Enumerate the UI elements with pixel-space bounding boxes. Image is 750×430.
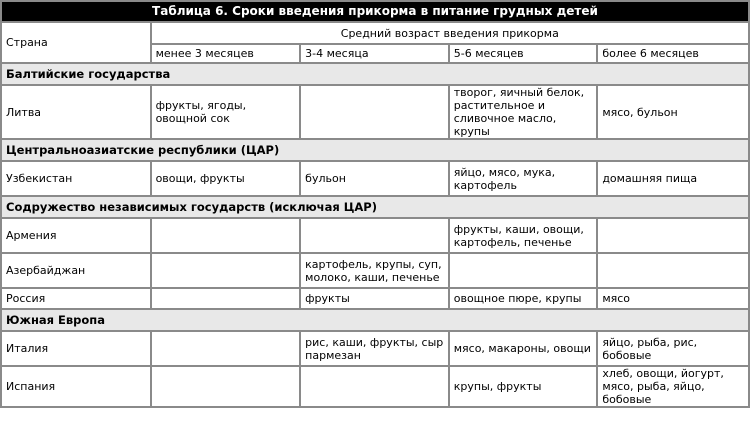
country-cell: Литва <box>2 86 150 138</box>
cell-5-6: овощное пюре, крупы <box>450 289 597 308</box>
cell-lt3: фрукты, ягоды, овощной сок <box>152 86 300 138</box>
header-col-5-6: 5-6 месяцев <box>450 45 597 62</box>
group-baltic: Балтийские государства <box>2 64 748 84</box>
cell-5-6 <box>450 254 597 287</box>
header-country: Страна <box>2 23 150 62</box>
country-cell: Армения <box>2 219 150 252</box>
country-cell: Италия <box>2 332 150 365</box>
cell-3-4: рис, каши, фрукты, сыр пармезан <box>301 332 448 365</box>
country-cell: Узбекистан <box>2 162 150 195</box>
country-cell: Испания <box>2 367 150 406</box>
table-row <box>2 332 748 365</box>
country-cell: Россия <box>2 289 150 308</box>
header-avg-age: Средний возраст введения прикорма <box>152 23 748 43</box>
table-row <box>2 219 748 252</box>
cell-lt3 <box>152 367 300 406</box>
cell-gt6: яйцо, рыба, рис, бобовые <box>598 332 748 365</box>
cell-5-6: мясо, макароны, овощи <box>450 332 597 365</box>
cell-5-6: творог, яичный белок, растительное и сливочное масло, крупы <box>450 86 597 138</box>
country-cell: Азербайджан <box>2 254 150 287</box>
cell-lt3 <box>152 332 300 365</box>
cell-lt3: овощи, фрукты <box>152 162 300 195</box>
cell-gt6: мясо <box>598 289 748 308</box>
cell-gt6: мясо, бульон <box>598 86 748 138</box>
table-row <box>2 162 748 195</box>
table-row <box>2 367 748 406</box>
cell-lt3 <box>152 219 300 252</box>
group-central-asia: Центральноазиатские республики (ЦАР) <box>2 140 748 160</box>
cell-5-6: крупы, фрукты <box>450 367 597 406</box>
cell-3-4 <box>301 219 448 252</box>
cell-5-6: яйцо, мясо, мука, картофель <box>450 162 597 195</box>
cell-gt6: домашняя пища <box>598 162 748 195</box>
group-south-europe: Южная Европа <box>2 310 748 330</box>
header-col-lt3: менее 3 месяцев <box>152 45 300 62</box>
table-row <box>2 254 748 287</box>
cell-3-4: картофель, крупы, суп, молоко, каши, печенье <box>301 254 448 287</box>
table-row <box>2 86 748 138</box>
table-title: Таблица 6. Сроки введения прикорма в питание грудных детей <box>2 2 748 21</box>
cell-gt6 <box>598 254 748 287</box>
cell-3-4 <box>301 367 448 406</box>
cell-5-6: фрукты, каши, овощи, картофель, печенье <box>450 219 597 252</box>
cell-3-4: бульон <box>301 162 448 195</box>
header-col-3-4: 3-4 месяца <box>301 45 448 62</box>
header-col-gt6: более 6 месяцев <box>598 45 748 62</box>
cell-gt6 <box>598 219 748 252</box>
group-cis: Содружество независимых государств (исключая ЦАР) <box>2 197 748 217</box>
cell-lt3 <box>152 254 300 287</box>
cell-3-4: фрукты <box>301 289 448 308</box>
cell-3-4 <box>301 86 448 138</box>
table-row <box>2 289 748 308</box>
cell-lt3 <box>152 289 300 308</box>
cell-gt6: хлеб, овощи, йогурт, мясо, рыба, яйцо, бобовые <box>598 367 748 406</box>
